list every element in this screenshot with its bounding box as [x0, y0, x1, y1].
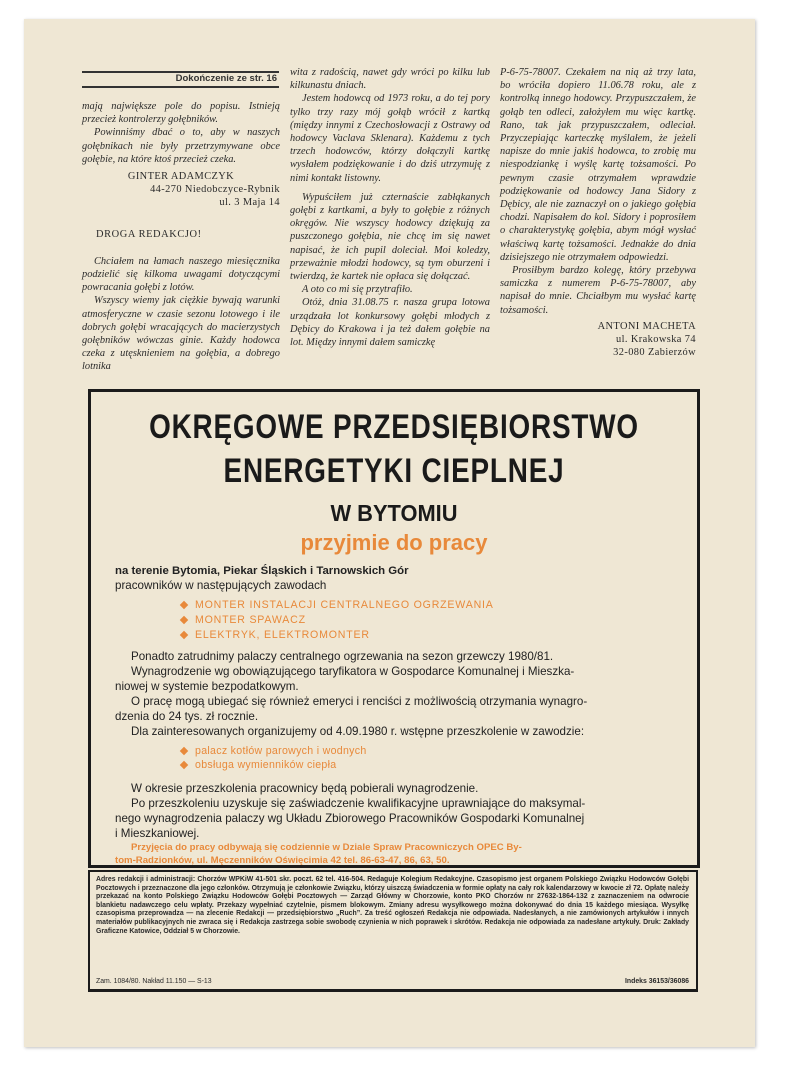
ad-paragraph-3b: dzenia do 24 tys. zł rocznie. — [115, 710, 259, 723]
column3-paragraph-1: P-6-75-78007. Czekałem na nią aż trzy lata, bo wróciła dopiero 11.06.78 roku, ale z kontrolką innego hodowcy. Przypuszczałem, że gołąb ten odleci, założyłem mu więc kartkę. Rano, tak jak przypuszczałem, odleciał. Przyczepiając karteczkę myślałem, że jeżeli napisze do mnie jakiś hodowca, to zrobię mu niespodziankę i wyślę kartę tożsamości. Po pewnym czasie otrzymałem wprawdzie podziękowanie od hodowcy Jana Sidory z Dębicy, ale nie zaznaczył on o jakiego gołębia chodzi. Napisałem do kol. Sidory i poprosiłem o charakterystykę gołębia, abym mógł wysłać właściwą kartę tożsamości. Jednakże do dnia dzisiejszego nie otrzymałem odpowiedzi. — [500, 67, 696, 263]
job-item-label: MONTER INSTALACJI CENTRALNEGO OGRZEWANIA — [195, 599, 494, 611]
training-item — [179, 759, 336, 771]
ad-paragraph-3a: O pracę mogą ubiegać się również emeryci i renciści z możliwością otrzymania wynagro- — [131, 695, 588, 708]
column3-paragraph-2: Prosiłbym bardzo kolegę, który przebywa samiczka z numerem P-6-75-78007, aby napisał do mnie. Chciałbym mu wysłać kartę tożsamości. — [500, 265, 696, 316]
publisher-imprint — [88, 870, 698, 992]
continuation-header — [82, 66, 279, 98]
column1-paragraph-2: Powinniśmy dbać o to, aby w naszych gołębnikach nie były przetrzymywane obce gołębie, na które ktoś przecież czeka. — [82, 127, 280, 165]
signature-name: GINTER ADAMCZYK — [127, 171, 235, 183]
training-item-label: obsługa wymienników ciepła — [195, 759, 337, 771]
continuation-label: Dokończenie ze str. 16 — [175, 73, 277, 84]
article-column-1 — [82, 100, 280, 374]
job-item — [179, 599, 494, 611]
diamond-bullet-icon — [180, 631, 188, 639]
ad-paragraph-1: Ponadto zatrudnimy palaczy centralnego ogrzewania na sezon grzewczy 1980/81. — [131, 650, 554, 663]
article-column-3 — [500, 66, 696, 359]
column2-paragraph-1: wita z radością, nawet gdy wróci po kilku lub kilkunastu dniach. — [290, 67, 490, 92]
ad-paragraph-6c: i Mieszkaniowej. — [115, 827, 200, 840]
training-item — [179, 745, 367, 757]
letter-heading: DROGA REDAKCJO! — [96, 228, 202, 240]
training-item-label: palacz kotłów parowych i wodnych — [195, 745, 367, 757]
diamond-bullet-icon — [180, 616, 188, 624]
column1-paragraph-1: mają największe pole do popisu. Istnieją przecież kontrolerzy gołębników. — [82, 101, 280, 126]
ad-paragraph-6a: Po przeszkoleniu uzyskuje się zaświadczenie kwalifikacyjne uprawniające do maksymal- — [131, 797, 586, 810]
ad-title-line-3: W BYTOMIU — [330, 500, 458, 526]
signature-address-line-1: ul. Krakowska 74 — [616, 334, 696, 346]
imprint-bottom-line — [96, 978, 689, 985]
job-item — [179, 614, 306, 626]
ad-paragraph-2b: niowej w systemie bezpodatkowym. — [115, 680, 299, 693]
signature-name: ANTONI MACHETA — [597, 320, 696, 332]
signature-address-line-1: 44-270 Niedobczyce-Rybnik — [150, 184, 280, 196]
job-item-label: ELEKTRYK, ELEKTROMONTER — [195, 629, 370, 641]
imprint-text: Adres redakcji i administracji: Chorzów WPKiW 41-501 skr. poczt. 62 tel. 416-504. Redaguje Kolegium Redakcyjne. Czasopismo jest organem Polskiego Związku Hodowców Gołębi Pocztowych i przeznaczone dla jego członków. Otrzymują je członkowie Związku, którzy uiszczą świadczenia w formie opłaty na cały rok kalendarzowy w kwocie zł 72. Opłatę należy przekazać na konto Polskiego Związku Hodowców Gołębi Pocztowych — Zarząd Główny w Chorzowie, konto PKO Chorzów nr 27632-1864-132 z zaznaczeniem na odwrocie blankietu nadawczego celu wpłaty. Przekazy wypełniać czytelnie, pismem blokowym. Zmiany adresu wysyłkowego można dokonywać do dnia 15 każdego miesiąca. Wysyłkę czasopisma przeprowadza — na zlecenie Redakcji — przedsiębiorstwo „Ruch”. Za treść ogłoszeń Redakcja nie odpowiada. Nadesłanych, a nie zamówionych artykułów i innych materiałów publikacyjnych nie zwraca się i Redakcja zastrzega sobie swobodę czynienia w nich poprawek i skrótów. Redakcja nie odpowiada za nadesłane artykuły. Druk: Zakłady Graficzne Katowice, Oddział 5 w Chorzowie. — [96, 876, 689, 935]
ad-area: na terenie Bytomia, Piekar Śląskich i Tarnowskich Gór — [115, 565, 409, 577]
ad-contact-line-2: tom-Radzionków, ul. Męczenników Oświęcimia 42 tel. 86-63-47, 86, 63, 50. — [115, 855, 450, 866]
column1-paragraph-3: Chciałem na łamach naszego miesięcznika podzielić się kilkoma uwagami dotyczącymi powracania gołębi z lotów. — [82, 255, 280, 294]
ad-title-line-1: OKRĘGOWE PRZEDSIĘBIORSTWO — [149, 408, 639, 446]
column2-paragraph-3: Wypuściłem już czternaście zabłąkanych gołębi z kartkami, a były to gołębie z różnych okręgów. Nie wszyscy hodowcy dziękują za puszczonego gołębia, nie chcę im się nawet napisać, że ich pupil doleciał. Moi koledzy, przeważnie młodzi hodowcy, są tym oburzeni i twierdzą, że kartek nie opłaca się dołączać. — [290, 191, 490, 283]
signature-address-line-2: 32-080 Zabierzów — [613, 347, 696, 359]
column1-paragraph-4: Wszyscy wiemy jak ciężkie bywają warunki atmosferyczne w czasie sezonu lotowego i ile dobrych gołębi wracających do macierzystych gołębników wówczas ginie. Każdy hodowca czeka z utęsknieniem na gołębia, a dobrego lotnika — [82, 295, 280, 373]
job-advertisement — [88, 389, 700, 868]
ad-paragraph-6b: nego wynagrodzenia palaczy wg Układu Zbiorowego Pracowników Gospodarki Komunalnej — [115, 812, 585, 825]
column2-paragraph-4: A oto co mi się przytrafiło. — [302, 284, 413, 296]
column2-paragraph-5: Otóż, dnia 31.08.75 r. nasza grupa lotowa urządzała lot konkursowy gołębi młodych z Dębicy do Krakowa i ja też dałem gołębie na lot. Między innymi dałem samiczkę — [290, 297, 490, 349]
job-item-label: MONTER SPAWACZ — [195, 614, 306, 626]
signature-address-line-2: ul. 3 Maja 14 — [219, 197, 280, 209]
job-item — [179, 629, 370, 641]
header-rule-bottom — [82, 86, 279, 88]
diamond-bullet-icon — [180, 601, 188, 609]
ad-paragraph-2a: Wynagrodzenie wg obowiązującego taryfikatora w Gospodarce Komunalnej i Mieszka- — [131, 665, 575, 678]
diamond-bullet-icon — [180, 761, 188, 769]
column2-paragraph-2: Jestem hodowcą od 1973 roku, a do tej pory tylko trzy razy mój gołąb wrócił z kartką (między innymi z Czechosłowacji z Ostrawy od hodowcy Vaclava Sklenara). Każdemu z tych trzech hodowców, którzy dołączyli kartkę wysłałem podziękowanie i do dziś utrzymuję z nimi kontakt listowny. — [290, 93, 490, 184]
ad-title-line-2: ENERGETYKI CIEPLNEJ — [223, 452, 565, 490]
article-column-2 — [290, 66, 490, 349]
diamond-bullet-icon — [180, 747, 188, 755]
index-number: Indeks 36153/36086 — [625, 978, 689, 985]
magazine-page — [24, 19, 755, 1047]
print-order-info: Zam. 1084/80. Nakład 11.150 — S-13 — [96, 978, 212, 985]
ad-hiring-line: przyjmie do pracy — [300, 530, 488, 555]
ad-contact-line-1: Przyjęcia do pracy odbywają się codziennie w Dziale Spraw Pracowniczych OPEC By- — [131, 842, 522, 853]
ad-intro: pracowników w następujących zawodach — [115, 579, 327, 592]
ad-paragraph-5: W okresie przeszkolenia pracownicy będą pobierali wynagrodzenie. — [131, 782, 479, 795]
ad-paragraph-4: Dla zainteresowanych organizujemy od 4.09.1980 r. wstępne przeszkolenie w zawodzie: — [131, 725, 585, 738]
